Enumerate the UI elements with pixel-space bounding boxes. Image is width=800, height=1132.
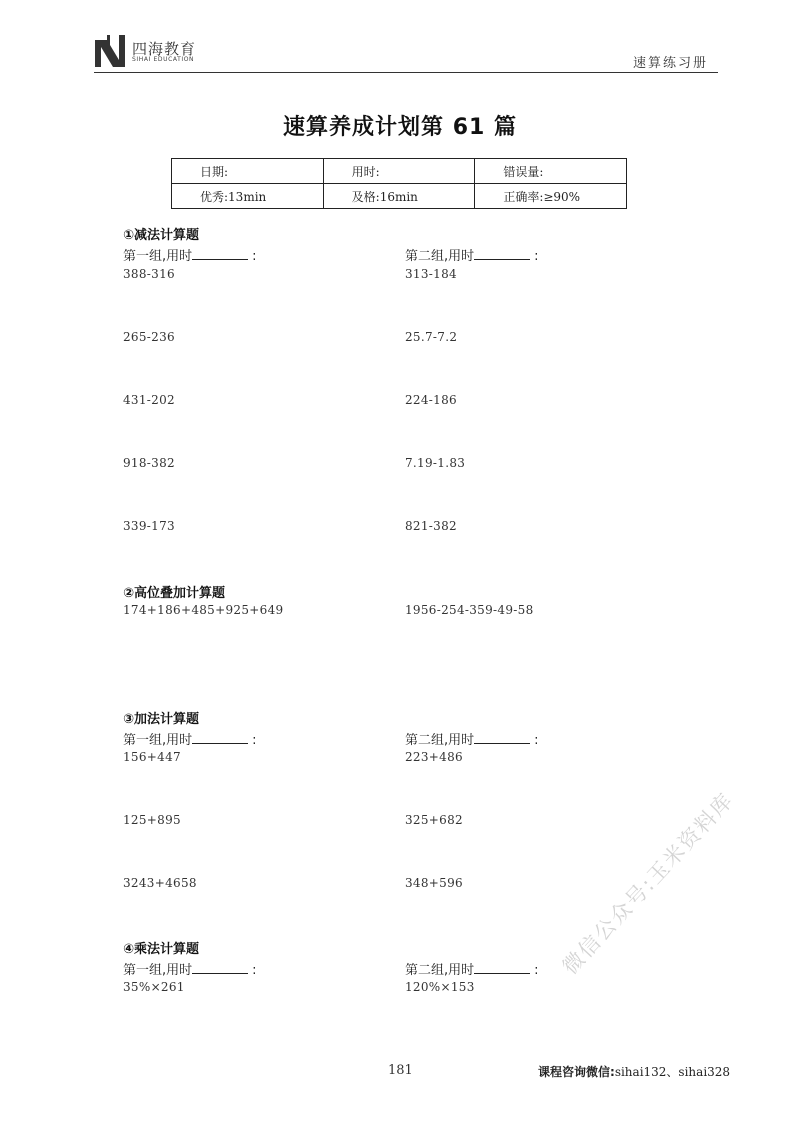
time-blank[interactable] — [192, 962, 248, 974]
colon: : — [252, 733, 257, 748]
colon: : — [534, 249, 539, 264]
consult-ids: sihai132、sihai328 — [614, 1065, 731, 1079]
section-title-addition: ③加法计算题 — [123, 712, 200, 727]
problem: 918-382 — [123, 456, 175, 470]
group1-label — [123, 959, 257, 978]
date-field[interactable]: 日期: — [172, 159, 324, 184]
problem: 35%×261 — [123, 980, 185, 994]
colon: : — [252, 249, 257, 264]
consult-label: 课程咨询微信: — [538, 1065, 615, 1079]
group2-label-text: 第二组,用时 — [405, 963, 475, 978]
problem: 7.19-1.83 — [405, 456, 466, 470]
time-used-field[interactable]: 用时: — [323, 159, 475, 184]
accuracy-criteria: 正确率:≥90% — [475, 184, 627, 209]
page-number: 181 — [388, 1063, 413, 1078]
consult-info — [538, 1063, 730, 1080]
table-row — [172, 159, 627, 184]
group1-label — [123, 729, 257, 748]
section-title-subtraction: ①减法计算题 — [123, 228, 200, 243]
logo-text: 四海教育 — [132, 40, 197, 58]
problem: 125+895 — [123, 813, 181, 827]
header-divider — [94, 72, 718, 73]
time-blank[interactable] — [474, 732, 530, 744]
colon: : — [534, 963, 539, 978]
group2-label — [405, 959, 539, 978]
problem: 120%×153 — [405, 980, 475, 994]
info-table — [171, 158, 627, 209]
time-blank[interactable] — [192, 732, 248, 744]
pass-criteria: 及格:16min — [323, 184, 475, 209]
group1-label — [123, 245, 257, 264]
time-blank[interactable] — [474, 248, 530, 260]
problem: 265-236 — [123, 330, 175, 344]
colon: : — [534, 733, 539, 748]
table-row — [172, 184, 627, 209]
group2-label — [405, 729, 539, 748]
problem: 348+596 — [405, 876, 463, 890]
time-blank[interactable] — [192, 248, 248, 260]
excellent-criteria: 优秀:13min — [172, 184, 324, 209]
group1-label-text: 第一组,用时 — [123, 733, 193, 748]
errors-field[interactable]: 错误量: — [475, 159, 627, 184]
colon: : — [252, 963, 257, 978]
group1-label-text: 第一组,用时 — [123, 963, 193, 978]
logo-subtext: SIHAI EDUCATION — [132, 56, 195, 63]
group1-label-text: 第一组,用时 — [123, 249, 193, 264]
time-blank[interactable] — [474, 962, 530, 974]
book-label: 速算练习册 — [632, 56, 708, 71]
problem: 821-382 — [405, 519, 457, 533]
group2-label-text: 第二组,用时 — [405, 249, 475, 264]
problem: 3243+4658 — [123, 876, 197, 890]
problem: 388-316 — [123, 267, 175, 281]
problem: 339-173 — [123, 519, 175, 533]
page-title: 速算养成计划第 61 篇 — [283, 115, 517, 140]
problem: 25.7-7.2 — [405, 330, 458, 344]
watermark: 微信公众号:玉米资料库 — [557, 787, 739, 980]
problem: 1956-254-359-49-58 — [405, 603, 534, 617]
problem: 313-184 — [405, 267, 457, 281]
group2-label — [405, 245, 539, 264]
problem: 223+486 — [405, 750, 463, 764]
group2-label-text: 第二组,用时 — [405, 733, 475, 748]
problem: 156+447 — [123, 750, 181, 764]
problem: 431-202 — [123, 393, 175, 407]
problem: 325+682 — [405, 813, 463, 827]
section-title-mixed: ②高位叠加计算题 — [123, 586, 226, 601]
problem: 174+186+485+925+649 — [123, 603, 284, 617]
section-title-multiplication: ④乘法计算题 — [123, 942, 200, 957]
logo-icon — [94, 34, 126, 68]
problem: 224-186 — [405, 393, 457, 407]
